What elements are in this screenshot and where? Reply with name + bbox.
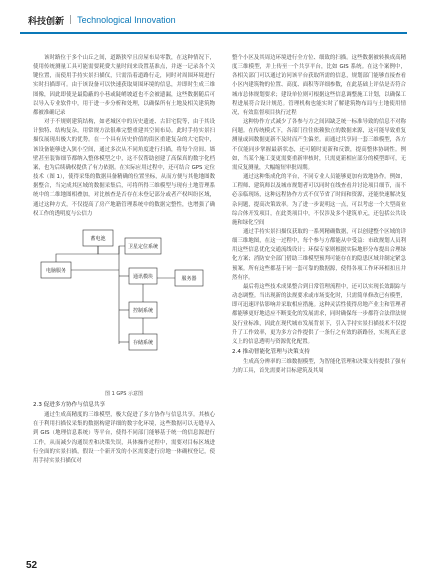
node-serial-label: 卫星定位系统 <box>127 243 159 250</box>
gps-diagram-svg <box>33 222 215 388</box>
section-heading-2-4: 2.4 推动智能化管理与决策支持 <box>232 349 310 355</box>
edge-power-pc <box>56 246 98 262</box>
page-number: 52 <box>26 560 38 571</box>
header-divider <box>20 32 407 34</box>
section-heading-2-3: 2.3 促进多方协作与信息共享 <box>33 401 106 408</box>
node-power-label: 蓄电池 <box>90 235 106 242</box>
right-paragraph-2: 这种协作方式减少了各参与方之间因缺乏统一标准导致的信息不对称问题。在传统模式下，各部门往往依赖独立的数据来源，这可能导致重复测量或因数据更新不及时而产生偏差。而通过共享同一套三维模型，各方不仅能同步掌握最新状态，还可随时更新和反馈，提高整体协调性。例如，当某个施工变更需要重新审核时，只需更新相应部分的模型即可，无需反复测量，大幅缩短审批周期。 <box>232 119 406 171</box>
left-paragraph-1: 该时路位于多个山丘之间，道路狭窄且房屋布局零散，在这种情况下，使用传统测量工具可能需要耗费大量时间来设置基准点，并逐一记录各个关键位置，而使用手持实景扫描仪，只需沿着道路行走，同时对周围环境进行实时扫描即可。由于该设备可以快速获取周围环境的信息，并即时生成三维图像，因此即使是最隐蔽的小巷或陡峭坡道也不会被遗漏，这些数据随后可以导入专业软件中，用于进一步分析和处理，以确保所有土地及相关建筑物都被准确记录 <box>33 55 215 116</box>
right-paragraph-5: 最后将这些技术成果整合到日常管理流程中，还可以实现长效跟踪与动态调整。当出现新的法规要求或市场变化时，只需简单修改已有模型，即可迅速评估影响并采取相应措施。这种灵活性使得房地产业主和管理者都能够更好地适应不断变化的发展需求，同时确保每一步都符合法律法规及行业标准，因此在现代城市发展背景下，引入手持实景扫描技术不仅提升了工作效率，更为多方合作提供了一条行之有效的新路径，实现真正意义上的信息透明与资源优化配置。 <box>232 283 406 345</box>
left-paragraph-2: 对于不规则建筑结构，如老城区中的历史遗迹、古旧宅院等，由于其设计独特、结构复杂，用常规方法很难完整重建其空间布局。此时手持实景扫描仪展现出极大的优势。在一个具有历史价值的街区重建复杂的大宅院中，该设备能够进入狭小空间，通过多次从不同角度进行扫描，将每个房间、墙壁甚至装饰细节都纳入整体模型之中，这不仅帮助创建了高保真的数字化档案，也为后续确权提供了有力依据。在实际应用过程中，还可结合 GPS 定位技术（图 1），使得采集的数据具备精确的位置坐标，从而方便与其他地图数据整合，当完成其区域的数据采集后，可将所得三维模型与现有土地管理系统中的二维地图相叠加，对比核查是否存在未登记部分或者产权纠纷区域，通过这种方式，不仅提高了房产地籍管理系统中的数据完整性，也增强了确权工作的透明度与公信力 <box>33 119 215 217</box>
node-control-label: 控制系统 <box>132 307 154 314</box>
right-paragraph-4: 通过手持实景扫描仪获取的一系列精确数据，可以创建整个区域的详细三维地图，在这一过程中，每个参与方都能从中受益：市政规划人员利用这些信息优化交通流线设计；环保专家则根据实际地形分布提出合理绿化方案；消防安全部门借助三维模型预判可能存在的隐患区域并制定紧急预案。所有这些都基于同一套可靠的数据源，使得各项工作环环相扣且井然有序。 <box>232 228 406 281</box>
right-column <box>232 54 406 376</box>
left-column <box>33 54 215 466</box>
header-separator: | <box>69 15 73 25</box>
page-header <box>28 10 407 30</box>
node-storage-label: 存储系统 <box>132 339 154 346</box>
diagram-labels <box>46 235 197 346</box>
left-paragraph-3: 通过生成高精度的三维模型，极大促进了多方协作与信息共享。其核心在于利用扫描仪采集的数据构建详细的数字化环境，这些数据可以无缝导入到 GIS（地理信息系统）等平台，使得不同部门能够基于统一的信息源进行工作，从而减少沟通误差和决策失误，具体操作过程中，需要对目标区域进行全面的实景扫描，假设一个新开发的小区需要进行房地一体确权登记，使用手持实景扫描仪对 <box>33 412 215 464</box>
node-comm-label: 通讯模块 <box>132 273 154 280</box>
node-server-label: 服务器 <box>181 275 197 282</box>
section-title-en: Technological Innovation <box>77 15 176 25</box>
right-paragraph-6: 生成高分辨率的三维数据模型，为智能化管理和决策支持提供了强有力的工具，首先需要对目标建筑及其周 <box>232 359 406 375</box>
right-paragraph-3: 通过这种集成化的平台，不同专业人员能够更加有效地协作。例如，工程师、建筑师以及城市规划者可以同时在线查看并讨论项目细节，而不必亲临现场，这种远程协作方式不仅节省了时间和资源，还能快速解决复杂问题，提高决策效率。为了进一步说明这一点，可以考虑一个大型商业综合体开发项目，在此类项目中，不仅涉及多个建筑单元，还包括公共设施和绿化空间 <box>232 174 406 226</box>
right-paragraph-1: 整个小区及其周边环境进行全方位、细致的扫描。这些数据被转换成高精度三维模型，并上传至一个共享平台，比如 GIS 系统。在这个案例中，各相关部门可以通过访问该平台获取所需的信息，规划部门能够直接查看小区内建筑物的位置、高度、面积等详细参数，在此基础上评估是否符合城市总体规划要求；建设单位则可根据这些信息调整施工计划，以确保工程进展符合设计规范。管理机构也能实时了解建筑物布局与土地使用情况，有效监督项目执行过程 <box>232 55 406 116</box>
node-pc-label: 电脑服务 <box>45 267 67 274</box>
edge-power-serial <box>98 246 125 254</box>
section-title-cn: 科技创新 <box>28 16 65 27</box>
gps-diagram <box>33 222 215 388</box>
figure-caption: 图 1 GPS 示意图 <box>104 390 143 397</box>
